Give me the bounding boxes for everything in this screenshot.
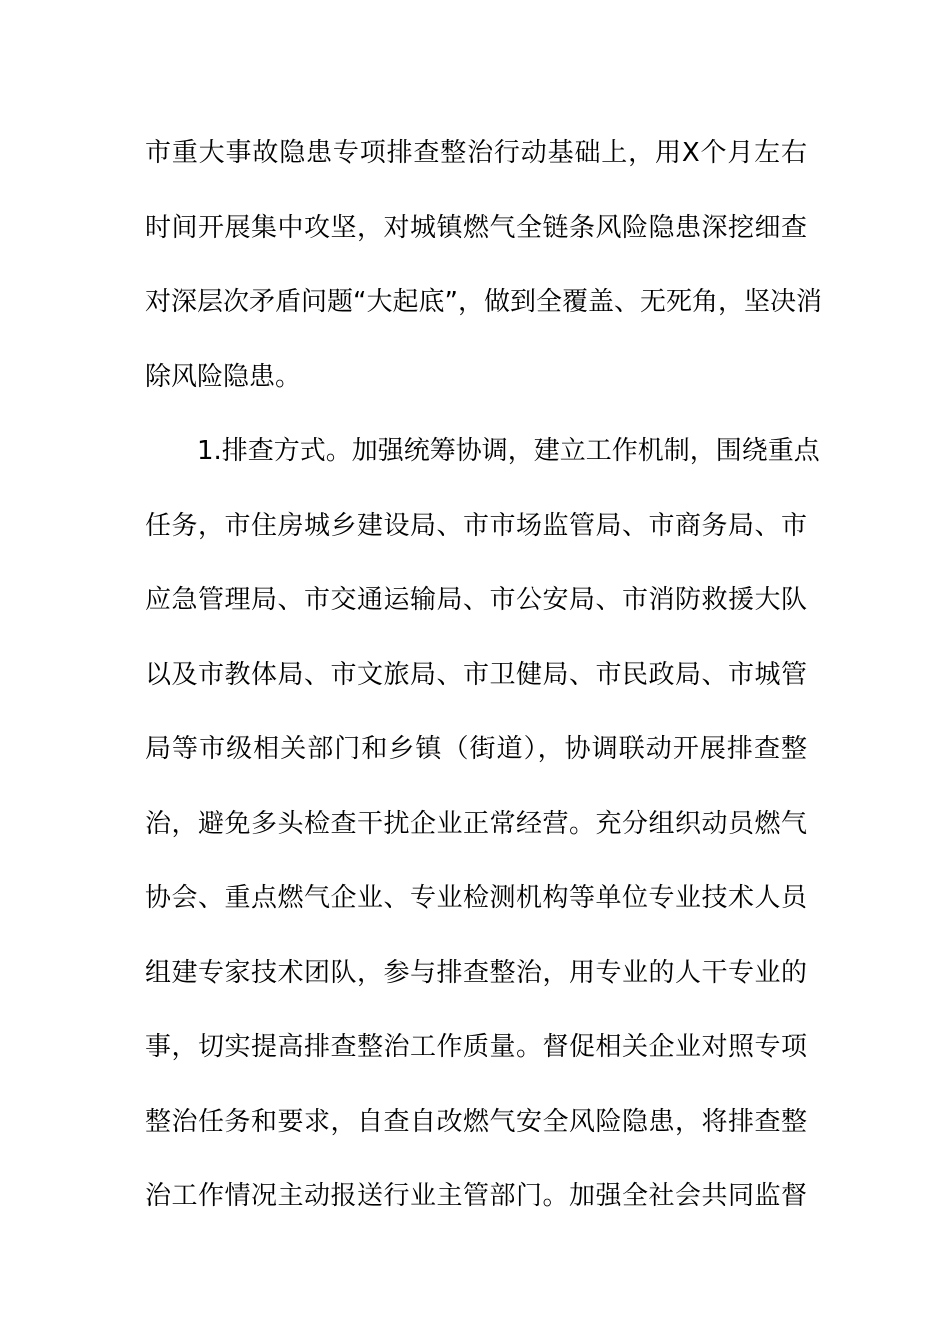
text-line: 协会、重点燃气企业、专业检测机构等单位专业技术人员 <box>145 883 807 913</box>
text-line: 治，避免多头检查干扰企业正常经营。充分组织动员燃气 <box>145 808 807 839</box>
text-line: 整治任务和要求，自查自改燃气安全风险隐患，将排查整 <box>145 1106 807 1137</box>
text-line: 局等市级相关部门和乡镇（街道），协调联动开展排查整 <box>145 734 807 764</box>
text-line: 事，切实提高排查整治工作质量。督促相关企业对照专项 <box>145 1032 807 1062</box>
text-line: 任务，市住房城乡建设局、市市场监管局、市商务局、市 <box>145 510 807 541</box>
text-line: 应急管理局、市交通运输局、市公安局、市消防救援大队 <box>145 585 807 615</box>
text-line: 1.排查方式。加强统筹协调，建立工作机制，围绕重点 <box>197 436 820 466</box>
text-line: 以及市教体局、市文旅局、市卫健局、市民政局、市城管 <box>145 659 807 690</box>
text-line: 市重大事故隐患专项排查整治行动基础上，用X个月左右 <box>145 138 807 168</box>
text-line: 组建专家技术团队，参与排查整治，用专业的人干专业的 <box>145 957 807 988</box>
text-line: 除风险隐患。 <box>145 361 302 392</box>
text-line: 时间开展集中攻坚，对城镇燃气全链条风险隐患深挖细查 <box>145 212 807 243</box>
body-text <box>145 116 822 1234</box>
text-line: 对深层次矛盾问题“大起底”，做到全覆盖、无死角，坚决消 <box>145 287 822 317</box>
text-line: 治工作情况主动报送行业主管部门。加强全社会共同监督 <box>145 1181 807 1211</box>
